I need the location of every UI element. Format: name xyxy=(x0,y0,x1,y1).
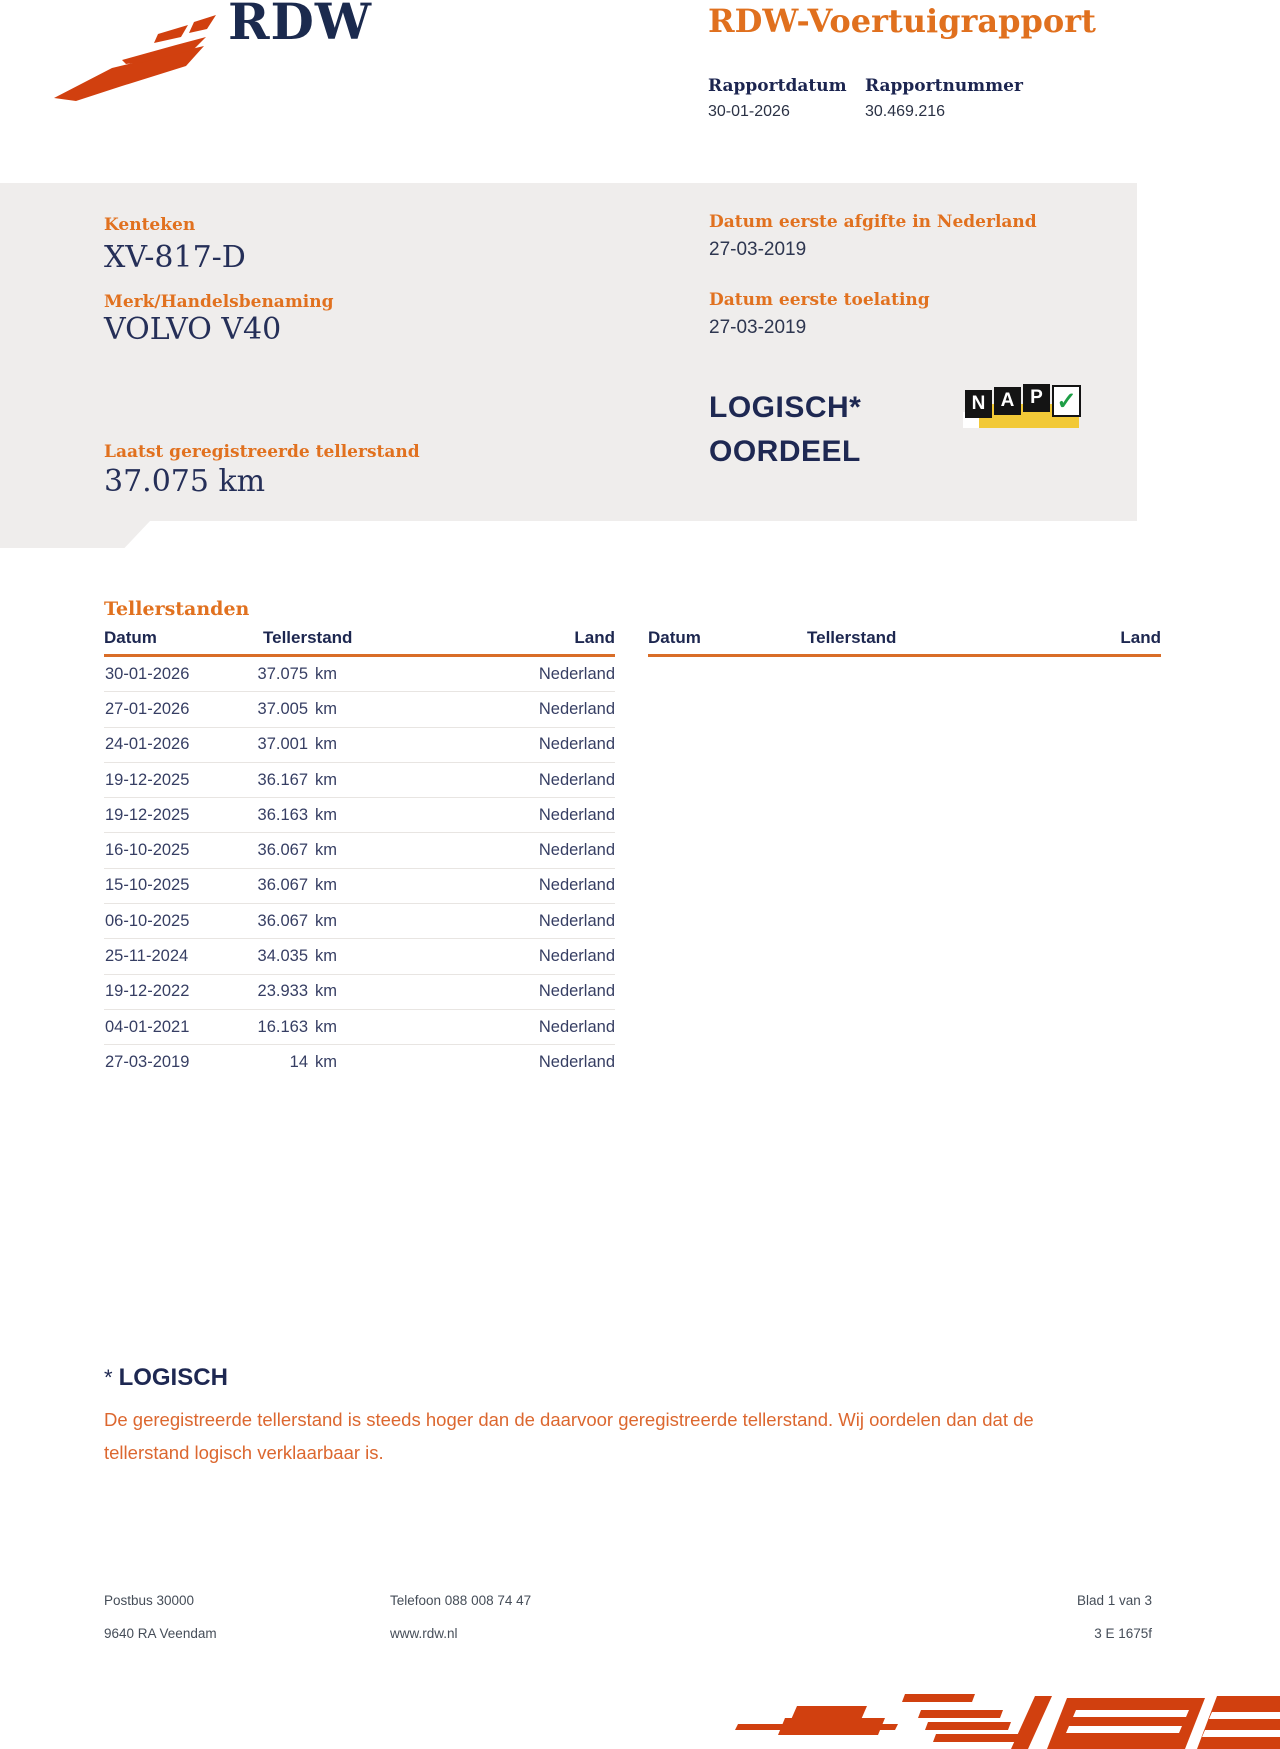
row-country: Nederland xyxy=(538,664,615,683)
nap-letter-a: A xyxy=(994,387,1021,415)
report-date-label: Rapportdatum xyxy=(708,76,847,96)
row-date: 27-01-2026 xyxy=(105,699,190,718)
row-date: 15-10-2025 xyxy=(105,876,190,895)
table-row xyxy=(104,1010,615,1045)
nap-letter-p: P xyxy=(1023,384,1050,412)
row-odometer-value: 36.067 xyxy=(257,876,308,895)
row-country: Nederland xyxy=(538,805,615,824)
logisch-explanation-title xyxy=(104,1364,228,1392)
row-country: Nederland xyxy=(538,1017,615,1036)
row-odometer-unit: km xyxy=(315,947,337,966)
row-date: 06-10-2025 xyxy=(105,911,190,930)
row-odometer-value: 37.005 xyxy=(257,699,308,718)
meter-table-header xyxy=(648,628,1161,657)
footer-page-indicator: Blad 1 van 3 xyxy=(1076,1593,1152,1608)
logisch-explanation-text xyxy=(104,1403,1034,1469)
row-country: Nederland xyxy=(538,876,615,895)
kenteken-label: Kenteken xyxy=(104,215,196,235)
rdw-wing-logo-icon xyxy=(52,14,224,110)
afgifte-label: Datum eerste afgifte in Nederland xyxy=(709,212,1037,232)
table-row xyxy=(104,939,615,974)
row-odometer-unit: km xyxy=(315,876,337,895)
toelating-value: 27-03-2019 xyxy=(709,317,807,338)
row-date: 19-12-2022 xyxy=(105,982,190,1001)
row-odometer-unit: km xyxy=(315,911,337,930)
row-odometer-value: 37.075 xyxy=(257,664,308,683)
table-row xyxy=(104,833,615,868)
tellerstand-value: 37.075 km xyxy=(104,464,266,499)
rdw-footer-graphic xyxy=(735,1689,1280,1749)
row-country: Nederland xyxy=(538,982,615,1001)
row-date: 16-10-2025 xyxy=(105,841,190,860)
row-country: Nederland xyxy=(538,699,615,718)
row-date: 19-12-2025 xyxy=(105,770,190,789)
rdw-logo-wordmark: RDW xyxy=(228,0,373,51)
table-row xyxy=(104,904,615,939)
row-country: Nederland xyxy=(538,770,615,789)
oordeel-line1: LOGISCH* xyxy=(709,391,862,424)
table-row xyxy=(104,975,615,1010)
column-header-datum: Datum xyxy=(104,628,157,647)
meter-table-left xyxy=(104,628,615,1080)
row-odometer-unit: km xyxy=(315,664,337,683)
row-country: Nederland xyxy=(538,911,615,930)
column-header-tellerstand: Tellerstand xyxy=(807,628,897,647)
table-row xyxy=(104,869,615,904)
report-number-value: 30.469.216 xyxy=(865,103,946,120)
oordeel-verdict xyxy=(709,386,861,474)
row-odometer-value: 14 xyxy=(289,1052,308,1071)
row-date: 25-11-2024 xyxy=(105,947,189,966)
row-date: 24-01-2026 xyxy=(105,735,190,754)
row-date: 19-12-2025 xyxy=(105,805,190,824)
row-country: Nederland xyxy=(538,841,615,860)
meter-table-header xyxy=(104,628,615,657)
meter-table-body xyxy=(104,657,615,1080)
nap-letter-n: N xyxy=(965,390,992,418)
table-row xyxy=(104,692,615,727)
row-date: 27-03-2019 xyxy=(105,1052,190,1071)
row-country: Nederland xyxy=(538,1052,615,1071)
logisch-title-text: LOGISCH xyxy=(118,1364,228,1391)
table-row xyxy=(104,1045,615,1079)
footer-address-line1: Postbus 30000 xyxy=(104,1593,195,1608)
row-odometer-value: 23.933 xyxy=(257,982,308,1001)
table-row xyxy=(104,657,615,692)
row-country: Nederland xyxy=(538,735,615,754)
row-odometer-unit: km xyxy=(315,805,337,824)
row-odometer-unit: km xyxy=(315,1052,337,1071)
tellerstanden-section-title: Tellerstanden xyxy=(104,598,250,620)
asterisk: * xyxy=(104,1365,113,1390)
row-odometer-value: 36.163 xyxy=(257,805,308,824)
row-odometer-unit: km xyxy=(315,982,337,1001)
nap-checkmark-icon: ✓ xyxy=(1052,385,1081,417)
row-odometer-value: 16.163 xyxy=(257,1017,308,1036)
row-country: Nederland xyxy=(538,947,615,966)
afgifte-value: 27-03-2019 xyxy=(709,239,807,260)
column-header-land: Land xyxy=(574,628,615,647)
row-date: 30-01-2026 xyxy=(105,664,190,683)
row-odometer-value: 36.167 xyxy=(257,770,308,789)
row-odometer-unit: km xyxy=(315,841,337,860)
toelating-label: Datum eerste toelating xyxy=(709,290,930,310)
column-header-tellerstand: Tellerstand xyxy=(263,628,353,647)
footer-phone: Telefoon 088 008 74 47 xyxy=(390,1593,532,1608)
report-date-value: 30-01-2026 xyxy=(708,103,790,120)
kenteken-value: XV-817-D xyxy=(104,240,246,275)
row-date: 04-01-2021 xyxy=(105,1017,190,1036)
row-odometer-unit: km xyxy=(315,735,337,754)
row-odometer-value: 37.001 xyxy=(257,735,308,754)
column-header-land: Land xyxy=(1120,628,1161,647)
table-row xyxy=(104,798,615,833)
footer-address-line2: 9640 RA Veendam xyxy=(104,1626,217,1641)
report-number-label: Rapportnummer xyxy=(865,76,1023,96)
merk-label: Merk/Handelsbenaming xyxy=(104,292,334,312)
row-odometer-value: 36.067 xyxy=(257,841,308,860)
page-title: RDW-Voertuigrapport xyxy=(708,2,1096,40)
table-row xyxy=(104,728,615,763)
merk-value: VOLVO V40 xyxy=(104,312,282,347)
column-header-datum: Datum xyxy=(648,628,701,647)
oordeel-line2: OORDEEL xyxy=(709,435,861,468)
row-odometer-value: 36.067 xyxy=(257,911,308,930)
footer-website: www.rdw.nl xyxy=(390,1626,458,1641)
table-row xyxy=(104,763,615,798)
row-odometer-unit: km xyxy=(315,699,337,718)
row-odometer-value: 34.035 xyxy=(257,947,308,966)
nap-logo xyxy=(963,382,1083,429)
meter-table-right xyxy=(648,628,1161,657)
summary-box-tab xyxy=(0,521,150,548)
row-odometer-unit: km xyxy=(315,770,337,789)
row-odometer-unit: km xyxy=(315,1017,337,1036)
explanation-line2: tellerstand logisch verklaarbaar is. xyxy=(104,1442,384,1463)
tellerstand-label: Laatst geregistreerde tellerstand xyxy=(104,442,420,462)
explanation-line1: De geregistreerde tellerstand is steeds hoger dan de daarvoor geregistreerde tellerstand. Wij oordelen dan dat de xyxy=(104,1409,1034,1430)
footer-form-code: 3 E 1675f xyxy=(1094,1626,1152,1641)
